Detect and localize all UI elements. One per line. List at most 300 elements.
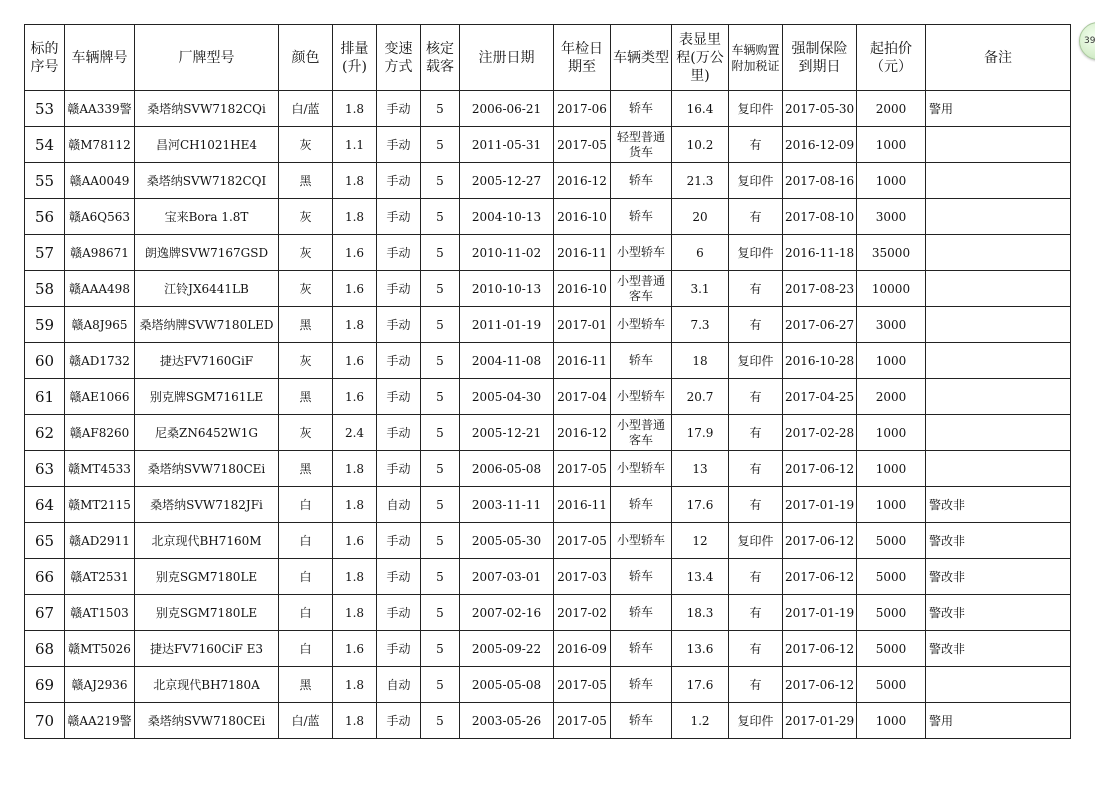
cell-displacement: 1.6 (333, 271, 377, 307)
table-row (25, 343, 1071, 379)
cell-inspection: 2016-11 (554, 487, 611, 523)
table-row (25, 451, 1071, 487)
cell-mileage: 12 (672, 523, 729, 559)
cell-gearbox: 手动 (377, 235, 421, 271)
cell-note (926, 343, 1071, 379)
header-color: 颜色 (279, 25, 333, 91)
cell-color: 白 (279, 487, 333, 523)
header-index: 标的序号 (25, 25, 65, 91)
cell-index: 56 (25, 199, 65, 235)
table-row (25, 163, 1071, 199)
cell-index: 67 (25, 595, 65, 631)
cell-tax: 有 (729, 199, 783, 235)
cell-model: 宝来Bora 1.8T (135, 199, 279, 235)
cell-insurance: 2017-01-19 (783, 595, 857, 631)
cell-index: 64 (25, 487, 65, 523)
cell-mileage: 18 (672, 343, 729, 379)
header-note: 备注 (926, 25, 1071, 91)
cell-reg-date: 2005-09-22 (460, 631, 554, 667)
cell-displacement: 1.8 (333, 163, 377, 199)
cell-insurance: 2017-06-12 (783, 523, 857, 559)
cell-insurance: 2017-08-10 (783, 199, 857, 235)
cell-insurance: 2017-04-25 (783, 379, 857, 415)
cell-index: 70 (25, 703, 65, 739)
cell-insurance: 2017-01-29 (783, 703, 857, 739)
cell-model: 北京现代BH7160M (135, 523, 279, 559)
cell-insurance: 2016-12-09 (783, 127, 857, 163)
cell-seats: 5 (421, 199, 460, 235)
cell-model: 桑塔纳SVW7182CQi (135, 91, 279, 127)
cell-gearbox: 手动 (377, 703, 421, 739)
cell-type: 小型轿车 (611, 523, 672, 559)
cell-insurance: 2017-06-27 (783, 307, 857, 343)
cell-reg-date: 2006-06-21 (460, 91, 554, 127)
cell-gearbox: 自动 (377, 667, 421, 703)
cell-mileage: 16.4 (672, 91, 729, 127)
cell-gearbox: 手动 (377, 559, 421, 595)
cell-mileage: 13.4 (672, 559, 729, 595)
cell-note (926, 379, 1071, 415)
cell-plate: 赣AT1503 (65, 595, 135, 631)
cell-color: 白 (279, 559, 333, 595)
cell-gearbox: 手动 (377, 343, 421, 379)
cell-price: 1000 (857, 487, 926, 523)
cell-model: 桑塔纳SVW7182JFi (135, 487, 279, 523)
cell-gearbox: 手动 (377, 523, 421, 559)
cell-mileage: 13.6 (672, 631, 729, 667)
cell-color: 灰 (279, 127, 333, 163)
cell-displacement: 1.8 (333, 91, 377, 127)
cell-model: 桑塔纳牌SVW7180LED (135, 307, 279, 343)
table-header-row (25, 25, 1071, 91)
cell-type: 轿车 (611, 595, 672, 631)
cell-gearbox: 手动 (377, 91, 421, 127)
cell-tax: 有 (729, 667, 783, 703)
cell-color: 黑 (279, 307, 333, 343)
cell-color: 白 (279, 631, 333, 667)
cell-displacement: 1.6 (333, 523, 377, 559)
cell-tax: 有 (729, 307, 783, 343)
cell-note (926, 127, 1071, 163)
header-seats: 核定载客 (421, 25, 460, 91)
cell-displacement: 1.8 (333, 595, 377, 631)
cell-gearbox: 手动 (377, 631, 421, 667)
cell-model: 捷达FV7160CiF E3 (135, 631, 279, 667)
vehicle-auction-table (24, 24, 1071, 739)
cell-insurance: 2017-06-12 (783, 667, 857, 703)
cell-model: 桑塔纳SVW7182CQI (135, 163, 279, 199)
cell-index: 62 (25, 415, 65, 451)
table-row (25, 127, 1071, 163)
cell-type: 轿车 (611, 631, 672, 667)
cell-inspection: 2016-09 (554, 631, 611, 667)
cell-insurance: 2017-05-30 (783, 91, 857, 127)
cell-plate: 赣AA219警 (65, 703, 135, 739)
cell-tax: 有 (729, 559, 783, 595)
cell-inspection: 2017-04 (554, 379, 611, 415)
cell-color: 白 (279, 523, 333, 559)
cell-index: 59 (25, 307, 65, 343)
table-row (25, 703, 1071, 739)
cell-seats: 5 (421, 559, 460, 595)
table-row (25, 523, 1071, 559)
header-type: 车辆类型 (611, 25, 672, 91)
cell-plate: 赣AA339警 (65, 91, 135, 127)
cell-price: 1000 (857, 127, 926, 163)
cell-tax: 复印件 (729, 235, 783, 271)
cell-type: 轿车 (611, 667, 672, 703)
cell-price: 3000 (857, 199, 926, 235)
cell-inspection: 2016-10 (554, 271, 611, 307)
cell-color: 黑 (279, 451, 333, 487)
cell-gearbox: 手动 (377, 307, 421, 343)
cell-reg-date: 2003-05-26 (460, 703, 554, 739)
cell-model: 别克牌SGM7161LE (135, 379, 279, 415)
cell-insurance: 2016-10-28 (783, 343, 857, 379)
cell-index: 57 (25, 235, 65, 271)
header-inspection: 年检日期至 (554, 25, 611, 91)
cell-gearbox: 手动 (377, 163, 421, 199)
cell-plate: 赣AE1066 (65, 379, 135, 415)
cell-color: 黑 (279, 379, 333, 415)
cell-color: 黑 (279, 667, 333, 703)
cell-insurance: 2017-06-12 (783, 631, 857, 667)
cell-seats: 5 (421, 235, 460, 271)
cell-inspection: 2017-05 (554, 127, 611, 163)
cell-model: 桑塔纳SVW7180CEi (135, 451, 279, 487)
cell-mileage: 20 (672, 199, 729, 235)
cell-plate: 赣A8J965 (65, 307, 135, 343)
cell-plate: 赣MT2115 (65, 487, 135, 523)
cell-reg-date: 2011-05-31 (460, 127, 554, 163)
header-tax: 车辆购置附加税证 (729, 25, 783, 91)
cell-model: 朗逸牌SVW7167GSD (135, 235, 279, 271)
cell-reg-date: 2007-02-16 (460, 595, 554, 631)
cell-note (926, 451, 1071, 487)
cell-inspection: 2016-11 (554, 235, 611, 271)
table-body (25, 91, 1071, 739)
cell-inspection: 2016-11 (554, 343, 611, 379)
header-displacement: 排量(升) (333, 25, 377, 91)
cell-type: 小型轿车 (611, 379, 672, 415)
cell-plate: 赣AT2531 (65, 559, 135, 595)
header-insurance: 强制保险到期日 (783, 25, 857, 91)
cell-seats: 5 (421, 271, 460, 307)
cell-model: 尼桑ZN6452W1G (135, 415, 279, 451)
cell-type: 小型轿车 (611, 451, 672, 487)
cell-tax: 复印件 (729, 703, 783, 739)
cell-seats: 5 (421, 595, 460, 631)
cell-mileage: 21.3 (672, 163, 729, 199)
cell-type: 轿车 (611, 199, 672, 235)
cell-displacement: 1.6 (333, 235, 377, 271)
cell-index: 68 (25, 631, 65, 667)
cell-color: 灰 (279, 415, 333, 451)
cell-color: 灰 (279, 271, 333, 307)
cell-plate: 赣A6Q563 (65, 199, 135, 235)
floating-badge[interactable]: 39 (1079, 22, 1095, 60)
cell-type: 小型轿车 (611, 235, 672, 271)
cell-note: 警改非 (926, 487, 1071, 523)
cell-index: 53 (25, 91, 65, 127)
cell-inspection: 2017-05 (554, 703, 611, 739)
cell-model: 桑塔纳SVW7180CEi (135, 703, 279, 739)
cell-tax: 复印件 (729, 343, 783, 379)
cell-tax: 有 (729, 595, 783, 631)
cell-insurance: 2017-06-12 (783, 451, 857, 487)
cell-insurance: 2017-01-19 (783, 487, 857, 523)
cell-reg-date: 2004-10-13 (460, 199, 554, 235)
cell-index: 63 (25, 451, 65, 487)
cell-reg-date: 2005-05-08 (460, 667, 554, 703)
cell-mileage: 17.9 (672, 415, 729, 451)
cell-note (926, 271, 1071, 307)
cell-price: 5000 (857, 559, 926, 595)
cell-plate: 赣AF8260 (65, 415, 135, 451)
cell-type: 轿车 (611, 163, 672, 199)
cell-displacement: 1.8 (333, 487, 377, 523)
cell-index: 60 (25, 343, 65, 379)
cell-tax: 有 (729, 451, 783, 487)
header-mileage: 表显里程(万公里) (672, 25, 729, 91)
cell-inspection: 2017-02 (554, 595, 611, 631)
cell-gearbox: 手动 (377, 127, 421, 163)
cell-note: 警用 (926, 91, 1071, 127)
cell-note: 警改非 (926, 595, 1071, 631)
cell-insurance: 2017-06-12 (783, 559, 857, 595)
cell-color: 白 (279, 595, 333, 631)
cell-seats: 5 (421, 91, 460, 127)
cell-color: 灰 (279, 235, 333, 271)
cell-displacement: 1.1 (333, 127, 377, 163)
cell-note (926, 415, 1071, 451)
cell-price: 1000 (857, 703, 926, 739)
cell-index: 66 (25, 559, 65, 595)
cell-index: 54 (25, 127, 65, 163)
cell-mileage: 17.6 (672, 667, 729, 703)
cell-type: 轿车 (611, 559, 672, 595)
cell-inspection: 2017-05 (554, 451, 611, 487)
cell-inspection: 2017-05 (554, 667, 611, 703)
cell-plate: 赣AAA498 (65, 271, 135, 307)
cell-seats: 5 (421, 451, 460, 487)
cell-note (926, 235, 1071, 271)
cell-type: 轿车 (611, 487, 672, 523)
cell-seats: 5 (421, 163, 460, 199)
cell-tax: 有 (729, 631, 783, 667)
header-gearbox: 变速方式 (377, 25, 421, 91)
cell-seats: 5 (421, 631, 460, 667)
table-row (25, 307, 1071, 343)
cell-reg-date: 2004-11-08 (460, 343, 554, 379)
table-row (25, 559, 1071, 595)
cell-price: 1000 (857, 343, 926, 379)
header-plate: 车辆牌号 (65, 25, 135, 91)
cell-reg-date: 2003-11-11 (460, 487, 554, 523)
cell-displacement: 1.8 (333, 307, 377, 343)
cell-reg-date: 2010-10-13 (460, 271, 554, 307)
cell-mileage: 3.1 (672, 271, 729, 307)
table-row (25, 631, 1071, 667)
cell-displacement: 1.8 (333, 703, 377, 739)
cell-inspection: 2017-06 (554, 91, 611, 127)
cell-insurance: 2017-08-23 (783, 271, 857, 307)
cell-model: 捷达FV7160GiF (135, 343, 279, 379)
cell-gearbox: 手动 (377, 379, 421, 415)
header-price: 起拍价（元） (857, 25, 926, 91)
cell-color: 灰 (279, 343, 333, 379)
header-reg-date: 注册日期 (460, 25, 554, 91)
cell-index: 58 (25, 271, 65, 307)
cell-price: 1000 (857, 415, 926, 451)
cell-gearbox: 手动 (377, 271, 421, 307)
cell-plate: 赣AD2911 (65, 523, 135, 559)
cell-displacement: 1.8 (333, 559, 377, 595)
table-row (25, 487, 1071, 523)
cell-plate: 赣MT4533 (65, 451, 135, 487)
cell-tax: 有 (729, 127, 783, 163)
cell-type: 小型普通客车 (611, 415, 672, 451)
cell-seats: 5 (421, 487, 460, 523)
cell-mileage: 7.3 (672, 307, 729, 343)
cell-price: 5000 (857, 523, 926, 559)
cell-price: 5000 (857, 595, 926, 631)
cell-gearbox: 手动 (377, 415, 421, 451)
cell-tax: 复印件 (729, 523, 783, 559)
cell-mileage: 6 (672, 235, 729, 271)
cell-model: 江铃JX6441LB (135, 271, 279, 307)
cell-inspection: 2017-01 (554, 307, 611, 343)
cell-mileage: 10.2 (672, 127, 729, 163)
cell-price: 10000 (857, 271, 926, 307)
cell-type: 轿车 (611, 703, 672, 739)
cell-mileage: 17.6 (672, 487, 729, 523)
cell-type: 轻型普通货车 (611, 127, 672, 163)
cell-tax: 复印件 (729, 163, 783, 199)
cell-insurance: 2017-02-28 (783, 415, 857, 451)
table-row (25, 595, 1071, 631)
cell-price: 5000 (857, 667, 926, 703)
cell-displacement: 2.4 (333, 415, 377, 451)
cell-price: 5000 (857, 631, 926, 667)
cell-reg-date: 2005-12-21 (460, 415, 554, 451)
cell-type: 小型轿车 (611, 307, 672, 343)
table-row (25, 379, 1071, 415)
cell-displacement: 1.8 (333, 199, 377, 235)
cell-note (926, 163, 1071, 199)
cell-note: 警改非 (926, 523, 1071, 559)
cell-reg-date: 2005-12-27 (460, 163, 554, 199)
cell-plate: 赣M78112 (65, 127, 135, 163)
cell-note: 警改非 (926, 631, 1071, 667)
cell-index: 69 (25, 667, 65, 703)
cell-price: 2000 (857, 91, 926, 127)
cell-type: 轿车 (611, 343, 672, 379)
cell-price: 1000 (857, 163, 926, 199)
cell-inspection: 2016-10 (554, 199, 611, 235)
table-row (25, 415, 1071, 451)
cell-color: 白/蓝 (279, 703, 333, 739)
cell-price: 1000 (857, 451, 926, 487)
cell-color: 黑 (279, 163, 333, 199)
cell-mileage: 13 (672, 451, 729, 487)
cell-displacement: 1.6 (333, 379, 377, 415)
cell-model: 别克SGM7180LE (135, 595, 279, 631)
cell-seats: 5 (421, 523, 460, 559)
cell-seats: 5 (421, 703, 460, 739)
table-row (25, 667, 1071, 703)
cell-displacement: 1.6 (333, 631, 377, 667)
cell-type: 轿车 (611, 91, 672, 127)
cell-plate: 赣AA0049 (65, 163, 135, 199)
cell-gearbox: 自动 (377, 487, 421, 523)
cell-seats: 5 (421, 127, 460, 163)
cell-reg-date: 2011-01-19 (460, 307, 554, 343)
cell-note: 警改非 (926, 559, 1071, 595)
cell-inspection: 2017-05 (554, 523, 611, 559)
cell-reg-date: 2005-05-30 (460, 523, 554, 559)
cell-displacement: 1.8 (333, 451, 377, 487)
table-row (25, 199, 1071, 235)
cell-reg-date: 2006-05-08 (460, 451, 554, 487)
cell-insurance: 2016-11-18 (783, 235, 857, 271)
cell-inspection: 2017-03 (554, 559, 611, 595)
cell-reg-date: 2010-11-02 (460, 235, 554, 271)
cell-note: 警用 (926, 703, 1071, 739)
cell-mileage: 18.3 (672, 595, 729, 631)
cell-tax: 有 (729, 415, 783, 451)
table-row (25, 271, 1071, 307)
cell-plate: 赣AD1732 (65, 343, 135, 379)
cell-price: 3000 (857, 307, 926, 343)
cell-displacement: 1.8 (333, 667, 377, 703)
cell-tax: 有 (729, 379, 783, 415)
cell-mileage: 20.7 (672, 379, 729, 415)
cell-price: 35000 (857, 235, 926, 271)
cell-note (926, 199, 1071, 235)
cell-insurance: 2017-08-16 (783, 163, 857, 199)
cell-mileage: 1.2 (672, 703, 729, 739)
cell-plate: 赣AJ2936 (65, 667, 135, 703)
table-row (25, 235, 1071, 271)
cell-type: 小型普通客车 (611, 271, 672, 307)
cell-seats: 5 (421, 667, 460, 703)
cell-seats: 5 (421, 415, 460, 451)
header-model: 厂牌型号 (135, 25, 279, 91)
cell-color: 白/蓝 (279, 91, 333, 127)
cell-tax: 复印件 (729, 91, 783, 127)
cell-tax: 有 (729, 271, 783, 307)
cell-plate: 赣MT5026 (65, 631, 135, 667)
cell-gearbox: 手动 (377, 199, 421, 235)
cell-index: 55 (25, 163, 65, 199)
cell-seats: 5 (421, 307, 460, 343)
cell-seats: 5 (421, 379, 460, 415)
cell-seats: 5 (421, 343, 460, 379)
cell-model: 北京现代BH7180A (135, 667, 279, 703)
cell-plate: 赣A98671 (65, 235, 135, 271)
cell-index: 65 (25, 523, 65, 559)
cell-gearbox: 手动 (377, 451, 421, 487)
cell-inspection: 2016-12 (554, 415, 611, 451)
table-row (25, 91, 1071, 127)
cell-gearbox: 手动 (377, 595, 421, 631)
cell-model: 昌河CH1021HE4 (135, 127, 279, 163)
cell-note (926, 307, 1071, 343)
cell-model: 别克SGM7180LE (135, 559, 279, 595)
cell-inspection: 2016-12 (554, 163, 611, 199)
cell-reg-date: 2005-04-30 (460, 379, 554, 415)
